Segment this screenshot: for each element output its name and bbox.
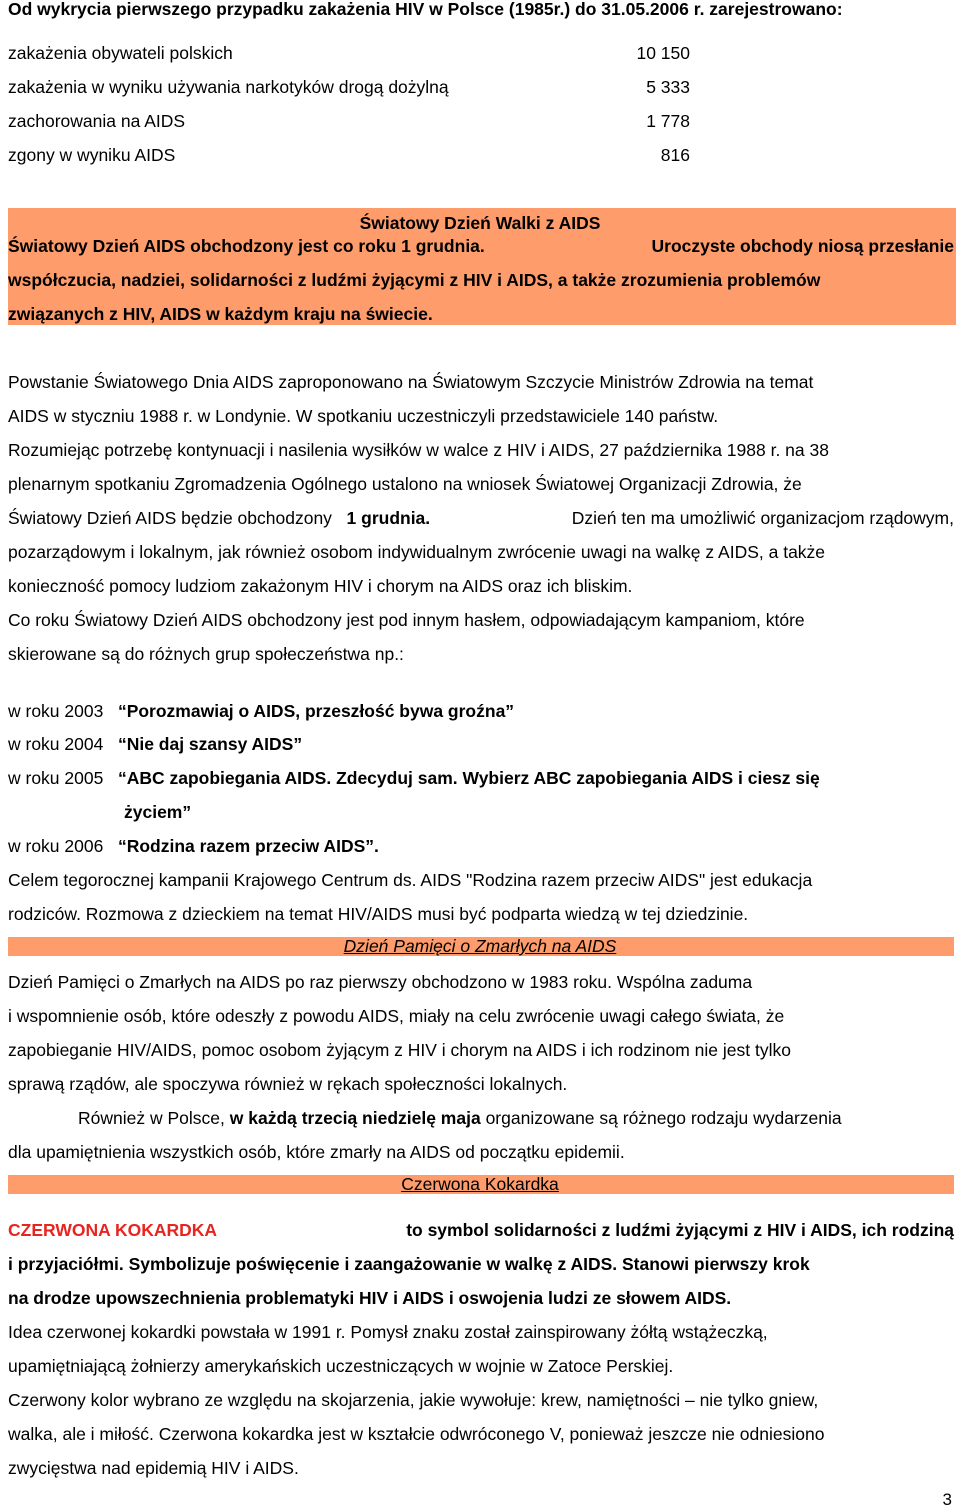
- stat-row: [8, 76, 690, 98]
- slogan-text: “Nie daj szansy AIDS”: [117, 734, 303, 754]
- stat-row: [8, 144, 690, 166]
- paragraph-line: konieczność pomocy ludziom zakażonym HIV i chorym na AIDS oraz ich bliskim.: [8, 576, 633, 596]
- stat-label: zgony w wyniku AIDS: [8, 145, 176, 165]
- stat-row: [8, 42, 690, 64]
- stat-value: 1 778: [646, 111, 690, 131]
- slogan-year: w roku 2003: [8, 701, 104, 721]
- paragraph-line: Co roku Światowy Dzień AIDS obchodzony jest pod innym hasłem, odpowiadającym kampaniom, które: [8, 610, 805, 630]
- paragraph-line: Dzień Pamięci o Zmarłych na AIDS po raz pierwszy obchodzono w 1983 roku. Wspólna zaduma: [8, 972, 753, 992]
- paragraph-line: Powstanie Światowego Dnia AIDS zaproponowano na Światowym Szczycie Ministrów Zdrowia na temat: [8, 372, 814, 392]
- page-number: 3: [942, 1490, 952, 1509]
- line-part: [8, 507, 430, 529]
- paragraph-line: Celem tegorocznej kampanii Krajowego Centrum ds. AIDS "Rodzina razem przeciw AIDS" jest edukacja: [8, 870, 813, 890]
- paragraph-line: [78, 1107, 842, 1129]
- paragraph-line: Idea czerwonej kokardki powstała w 1991 r. Pomysł znaku został zainspirowany żółtą wstążeczką,: [8, 1322, 768, 1342]
- header-text: Od wykrycia pierwszego przypadku zakażenia HIV w Polsce (1985r.) do 31.05.2006 r. zarejestrowano:: [8, 0, 843, 19]
- date-emphasis: w każdą trzecią niedzielę maja: [229, 1108, 481, 1128]
- paragraph-line: AIDS w styczniu 1988 r. w Londynie. W spotkaniu uczestniczyli przedstawiciele 140 państw.: [8, 406, 719, 426]
- paragraph-line: skierowane są do różnych grup społeczeństwa np.:: [8, 644, 404, 664]
- section-title-memorial-day: Dzień Pamięci o Zmarłych na AIDS: [343, 936, 617, 956]
- line-part-a: Również w Polsce,: [78, 1108, 225, 1128]
- date-emphasis: 1 grudnia.: [346, 508, 431, 528]
- line-rest-part: to symbol solidarności z ludźmi żyjącymi z HIV i AIDS, ich rodziną: [406, 1220, 954, 1240]
- slogan-year: w roku 2006: [8, 836, 104, 856]
- paragraph-line: sprawą rządów, ale spoczywa również w rękach społeczności lokalnych.: [8, 1074, 568, 1094]
- slogan-row: [8, 700, 514, 722]
- slogan-text: “Rodzina razem przeciw AIDS”.: [117, 836, 379, 856]
- stat-value: 5 333: [646, 77, 690, 97]
- line-part-c: organizowane są różnego rodzaju wydarzenia: [485, 1108, 842, 1128]
- line-rest-part: Uroczyste obchody niosą przesłanie: [651, 236, 954, 256]
- paragraph-line: rodziców. Rozmowa z dzieckiem na temat HIV/AIDS musi być podparta wiedzą w tej dziedzinie.: [8, 904, 749, 924]
- section-title-world-aids-day: Światowy Dzień Walki z AIDS: [359, 213, 601, 233]
- slogan-text: “Porozmawiaj o AIDS, przeszłość bywa groźna”: [117, 701, 515, 721]
- slogan-text: “ABC zapobiegania AIDS. Zdecyduj sam. Wybierz ABC zapobiegania AIDS i ciesz się: [117, 768, 820, 788]
- paragraph-line: upamiętniającą żołnierzy amerykańskich uczestniczących w wojnie w Zatoce Perskiej.: [8, 1356, 674, 1376]
- paragraph-line: Czerwony kolor wybrano ze względu na skojarzenia, jakie wywołuje: krew, namiętności – nie tylko gniew,: [8, 1390, 819, 1410]
- slogan-continuation: życiem”: [124, 802, 192, 822]
- stat-label: zakażenia obywateli polskich: [8, 43, 233, 63]
- line-bold-part: Światowy Dzień AIDS obchodzony jest co roku 1 grudnia.: [8, 236, 485, 256]
- slogan-row: [8, 733, 302, 755]
- paragraph-line: [8, 235, 954, 257]
- slogan-year: w roku 2005: [8, 768, 104, 788]
- paragraph-line: związanych z HIV, AIDS w każdym kraju na świecie.: [8, 304, 433, 324]
- stat-label: zachorowania na AIDS: [8, 111, 186, 131]
- paragraph-line: i przyjaciółmi. Symbolizuje poświęcenie i zaangażowanie w walkę z AIDS. Stanowi pierwszy krok: [8, 1254, 810, 1274]
- stat-label: zakażenia w wyniku używania narkotyków drogą dożylną: [8, 77, 449, 97]
- paragraph-line: dla upamiętnienia wszystkich osób, które zmarły na AIDS od początku epidemii.: [8, 1142, 625, 1162]
- paragraph-line: współczucia, nadziei, solidarności z ludźmi żyjącymi z HIV i AIDS, a także zrozumienia problemów: [8, 270, 821, 290]
- paragraph-line: i wspomnienie osób, które odeszły z powodu AIDS, miały na celu zwrócenie uwagi całego świata, że: [8, 1006, 785, 1026]
- paragraph-line: Rozumiejąc potrzebę kontynuacji i nasilenia wysiłków w walce z HIV i AIDS, 27 października 1988 r. na 38: [8, 440, 829, 460]
- stat-row: [8, 110, 690, 132]
- ribbon-red-word: CZERWONA KOKARDKA: [8, 1220, 218, 1240]
- paragraph-line: zapobieganie HIV/AIDS, pomoc osobom żyjącym z HIV i chorym na AIDS i ich rodzinom nie jest tylko: [8, 1040, 791, 1060]
- stat-value: 10 150: [636, 43, 690, 63]
- paragraph-line: walka, ale i miłość. Czerwona kokardka jest w kształcie odwróconego V, ponieważ jeszcze nie odniesiono: [8, 1424, 825, 1444]
- paragraph-line: plenarnym spotkaniu Zgromadzenia Ogólnego ustalono na wniosek Światowej Organizacji Zdrowia, że: [8, 474, 802, 494]
- paragraph-line: na drodze upowszechnienia problematyki HIV i AIDS i oswojenia ludzi ze słowem AIDS.: [8, 1288, 732, 1308]
- line-part-c: Dzień ten ma umożliwić organizacjom rządowym,: [571, 508, 954, 528]
- paragraph-line: zwycięstwa nad epidemią HIV i AIDS.: [8, 1458, 299, 1478]
- section-title-red-ribbon: Czerwona Kokardka: [401, 1174, 559, 1194]
- line-part-a: Światowy Dzień AIDS będzie obchodzony: [8, 508, 332, 528]
- slogan-year: w roku 2004: [8, 734, 104, 754]
- stat-value: 816: [660, 145, 690, 165]
- paragraph-line: pozarządowym i lokalnym, jak również osobom indywidualnym zwrócenie uwagi na walkę z AIDS, a także: [8, 542, 826, 562]
- paragraph-line: [8, 1219, 954, 1241]
- slogan-row: [8, 835, 379, 857]
- slogan-row: [8, 767, 820, 789]
- paragraph-line: [8, 507, 954, 529]
